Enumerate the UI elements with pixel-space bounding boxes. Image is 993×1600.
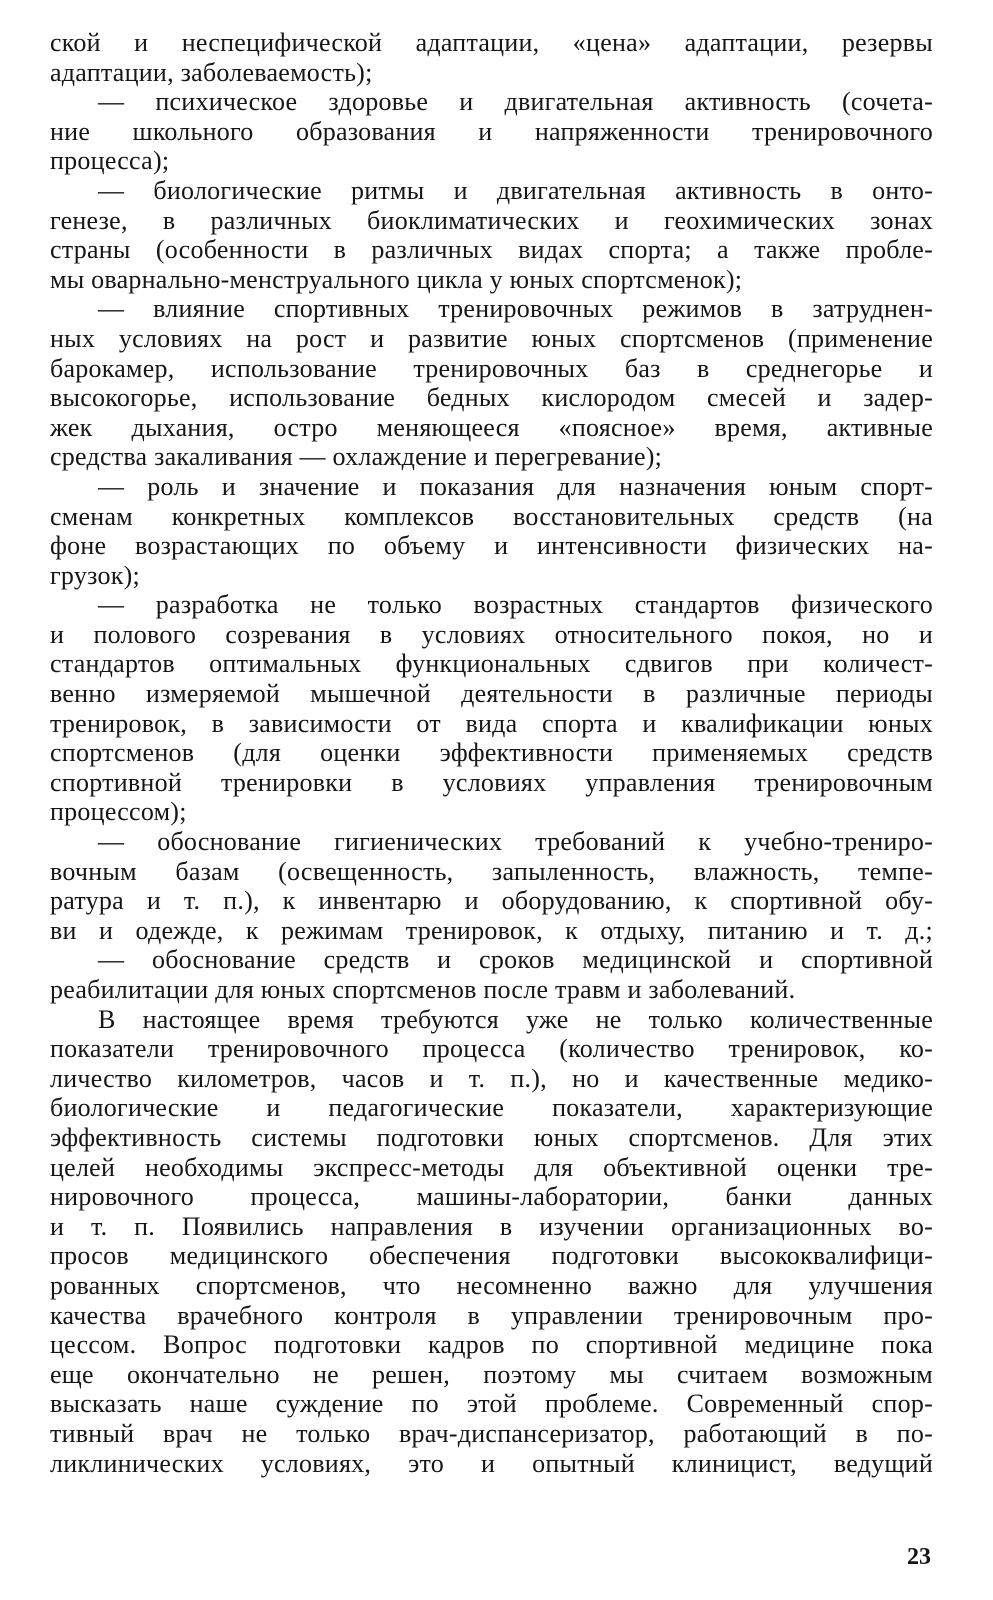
- text-line: высокогорье, использование бедных кислородом смесей и задер-: [50, 383, 933, 413]
- text-line: венно измеряемой мышечной деятельности в различные периоды: [50, 679, 933, 709]
- text-line: мы оварнально-менструального цикла у юных спортсменок);: [50, 264, 743, 294]
- text-line: личество километров, часов и т. п.), но и качественные медико-: [50, 1063, 933, 1093]
- text-line: — обоснование средств и сроков медицинской и спортивной: [98, 945, 933, 975]
- text-line: В настоящее время требуются уже не только количественные: [98, 1004, 933, 1034]
- text-line: качества врачебного контроля в управлении тренировочным про-: [50, 1300, 933, 1330]
- text-line: эффективность системы подготовки юных спортсменов. Для этих: [50, 1122, 933, 1152]
- text-line: ние школьного образования и напряженности тренировочного: [50, 116, 933, 146]
- text-line: ных условиях на рост и развитие юных спортсменов (применение: [50, 323, 933, 353]
- text-line: — психическое здоровье и двигательная активность (сочета-: [98, 87, 933, 117]
- page-number: 23: [907, 1544, 931, 1570]
- text-line: — биологические ритмы и двигательная активность в онто-: [98, 175, 933, 205]
- text-line: вочным базам (освещенность, запыленность, влажность, темпе-: [50, 856, 933, 886]
- text-line: спортивной тренировки в условиях управления тренировочным: [50, 767, 933, 797]
- text-line: адаптации, заболеваемость);: [50, 57, 373, 87]
- text-line: ской и неспецифической адаптации, «цена» адаптации, резервы: [50, 28, 933, 57]
- text-line: реабилитации для юных спортсменов после травм и заболеваний.: [50, 975, 796, 1004]
- text-line: генезе, в различных биоклиматических и геохимических зонах: [50, 205, 933, 235]
- text-line: — влияние спортивных тренировочных режимов в затруднен-: [98, 294, 933, 324]
- text-line: средства закаливания — охлаждение и перегревание);: [50, 442, 663, 472]
- text-line: целей необходимы экспресс-методы для объективной оценки тре-: [50, 1152, 933, 1182]
- text-line: — роль и значение и показания для назначения юным спорт-: [98, 471, 933, 501]
- text-line: высказать наше суждение по этой проблеме. Современный спор-: [50, 1389, 933, 1419]
- text-line: грузок);: [50, 560, 140, 590]
- text-line: тивный врач не только врач-диспансеризатор, работающий в по-: [50, 1418, 933, 1448]
- text-line: жек дыхания, остро меняющееся «поясное» время, активные: [50, 412, 933, 442]
- text-line: процессом);: [50, 797, 187, 827]
- text-line: тренировок, в зависимости от вида спорта и квалификации юных: [50, 708, 933, 738]
- text-line: просов медицинского обеспечения подготовки высококвалифици-: [50, 1241, 933, 1271]
- text-line: и полового созревания в условиях относительного покоя, но и: [50, 619, 933, 649]
- text-line: нировочного процесса, машины-лаборатории, банки данных: [50, 1182, 933, 1212]
- text-line: спортсменов (для оценки эффективности применяемых средств: [50, 738, 933, 768]
- text-line: сменам конкретных комплексов восстановительных средств (на: [50, 501, 933, 531]
- text-line: цессом. Вопрос подготовки кадров по спортивной медицине пока: [50, 1330, 933, 1360]
- text-line: процесса);: [50, 146, 170, 176]
- text-line: — обоснование гигиенических требований к учебно-трениро-: [98, 827, 933, 857]
- text-line: ви и одежде, к режимам тренировок, к отдыху, питанию и т. д.;: [50, 915, 933, 945]
- text-line: страны (особенности в различных видах спорта; а также пробле-: [50, 235, 933, 265]
- text-line: — разработка не только возрастных стандартов физического: [98, 590, 933, 620]
- text-line: еще окончательно не решен, поэтому мы считаем возможным: [50, 1359, 933, 1389]
- text-line: биологические и педагогические показатели, характеризующие: [50, 1093, 933, 1123]
- text-line: рованных спортсменов, что несомненно важно для улучшения: [50, 1270, 933, 1300]
- page-body: [50, 28, 933, 1478]
- text-line: барокамер, использование тренировочных баз в среднегорье и: [50, 353, 933, 383]
- text-line: ликлинических условиях, это и опытный клиницист, ведущий: [50, 1448, 933, 1478]
- text-line: стандартов оптимальных функциональных сдвигов при количест-: [50, 649, 933, 679]
- text-line: ратура и т. п.), к инвентарю и оборудованию, к спортивной обу-: [50, 886, 933, 916]
- text-line: показатели тренировочного процесса (количество тренировок, ко-: [50, 1034, 933, 1064]
- text-line: и т. п. Появились направления в изучении организационных во-: [50, 1211, 933, 1241]
- text-line: фоне возрастающих по объему и интенсивности физических на-: [50, 531, 933, 561]
